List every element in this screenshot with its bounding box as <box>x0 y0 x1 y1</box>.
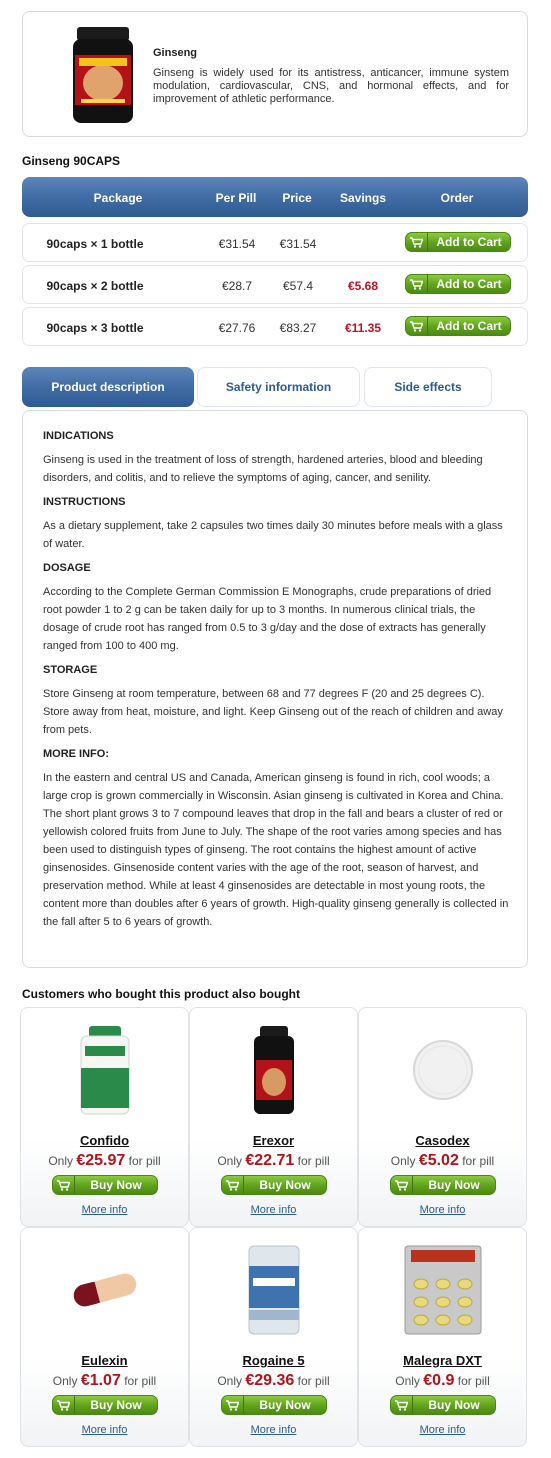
per-pill-price: €28.7 <box>221 279 253 293</box>
buy-now-label: Buy Now <box>428 1178 480 1192</box>
cart-icon <box>222 1396 244 1414</box>
product-image <box>21 1244 188 1336</box>
column-savings: Savings <box>339 191 387 205</box>
tab-safety-information[interactable]: Safety information <box>197 367 360 407</box>
section-heading-dosage: DOSAGE <box>43 562 91 574</box>
buy-now-button[interactable] <box>390 1395 496 1415</box>
cart-icon <box>53 1396 75 1414</box>
price-prefix: Only <box>395 1374 420 1388</box>
related-product-card <box>20 1227 189 1447</box>
add-to-cart-button[interactable] <box>405 232 511 252</box>
price-prefix: Only <box>217 1374 243 1388</box>
package-name: 90caps × 2 bottle <box>46 279 144 293</box>
add-to-cart-label: Add to Cart <box>436 277 502 291</box>
price-value: €22.71 <box>245 1152 295 1169</box>
cart-icon <box>391 1396 413 1414</box>
add-to-cart-label: Add to Cart <box>436 235 502 249</box>
price-suffix: for pill <box>297 1154 330 1168</box>
package-heading: Ginseng 90CAPS <box>22 154 121 168</box>
column-price: Price <box>282 191 312 205</box>
add-to-cart-button[interactable] <box>405 274 511 294</box>
buy-now-label: Buy Now <box>259 1178 311 1192</box>
product-summary: Ginseng is widely used for its antistress, anticancer, immune system modulation, cardiovascular, CNS, and hormonal effects, and for improvement of athletic performance. <box>153 67 509 105</box>
buy-now-label: Buy Now <box>259 1398 311 1412</box>
product-image <box>190 1244 357 1336</box>
product-price <box>190 1372 357 1390</box>
add-to-cart-label: Add to Cart <box>436 319 502 333</box>
cart-icon <box>406 275 428 293</box>
more-info-link[interactable]: More info <box>419 1204 466 1216</box>
product-image <box>359 1024 526 1116</box>
section-heading-instructions: INSTRUCTIONS <box>43 496 126 508</box>
product-name-link[interactable]: Eulexin <box>81 1353 128 1368</box>
price-suffix: for pill <box>297 1374 330 1388</box>
product-image <box>359 1244 526 1336</box>
cart-icon <box>406 317 428 335</box>
product-name-link[interactable]: Confido <box>79 1133 130 1148</box>
section-text-instructions: As a dietary supplement, take 2 capsules two times daily 30 minutes before meals with a glass of water. <box>43 520 503 550</box>
product-image <box>67 25 139 125</box>
price-suffix: for pill <box>462 1154 495 1168</box>
section-text-dosage: According to the Complete German Commission E Monographs, crude preparations of dried root powder 1 to 2 g can be taken daily for up to 3 months. In numerous clinical trials, the dosage of crude root has ranged from 0.5 to 3 g/day and the dose of extracts has generally ranged from 100 to 400 mg. <box>43 586 492 652</box>
more-info-link[interactable]: More info <box>81 1204 128 1216</box>
savings-amount: €11.35 <box>344 321 382 335</box>
section-heading-more-info: MORE INFO: <box>43 748 109 760</box>
price-suffix: for pill <box>124 1374 157 1388</box>
price-row <box>22 223 528 262</box>
buy-now-label: Buy Now <box>90 1398 142 1412</box>
related-product-card <box>189 1007 358 1227</box>
buy-now-button[interactable] <box>221 1175 327 1195</box>
price-value: €5.02 <box>418 1152 459 1169</box>
related-product-card <box>20 1007 189 1227</box>
more-info-link[interactable]: More info <box>250 1424 297 1436</box>
price-prefix: Only <box>217 1154 243 1168</box>
product-price <box>359 1372 526 1390</box>
section-text-more-info: In the eastern and central US and Canada, American ginseng is found in rich, cool woods; a large crop is grown commercially in Wisconsin. Asian ginseng is cultivated in Korea and China. The short plant grows 3 to 7 compound leaves that drop in the fall and bears a cluster of red or yellowish colored fruits from June to July. The shape of the root varies among species and has been used to distinguish types of ginseng. The root contains the highest amount of active ginsenosides. Ginsenoside content varies with the age of the root, season of harvest, and preservation method. While at least 4 ginsenosides are detectable in most young roots, the content more than doubles after 6 years of growth. High-quality ginseng generally is collected in the fall after 5 to 6 years of growth. <box>43 772 509 928</box>
savings-amount: €5.68 <box>347 279 379 293</box>
cart-icon <box>406 233 428 251</box>
price-value: €1.07 <box>80 1372 121 1389</box>
product-name-link[interactable]: Malegra DXT <box>403 1353 482 1368</box>
price-value: €0.9 <box>423 1372 455 1389</box>
package-name: 90caps × 1 bottle <box>46 237 144 251</box>
product-image <box>190 1024 357 1116</box>
total-price: €57.4 <box>282 279 314 293</box>
per-pill-price: €31.54 <box>218 237 256 251</box>
buy-now-button[interactable] <box>390 1175 496 1195</box>
related-product-card <box>358 1227 527 1447</box>
buy-now-label: Buy Now <box>90 1178 142 1192</box>
related-product-card <box>358 1007 527 1227</box>
more-info-link[interactable]: More info <box>250 1204 297 1216</box>
related-product-card <box>189 1227 358 1447</box>
buy-now-button[interactable] <box>221 1395 327 1415</box>
price-row <box>22 265 528 304</box>
product-name-link[interactable]: Erexor <box>252 1133 295 1148</box>
cart-icon <box>53 1176 75 1194</box>
price-suffix: for pill <box>128 1154 161 1168</box>
tab-side-effects[interactable]: Side effects <box>364 367 492 407</box>
product-price <box>359 1152 526 1170</box>
price-prefix: Only <box>390 1154 416 1168</box>
product-header-card <box>22 11 528 137</box>
product-price <box>21 1152 188 1170</box>
product-price <box>190 1152 357 1170</box>
total-price: €31.54 <box>279 237 317 251</box>
price-table-header <box>22 177 528 217</box>
price-prefix: Only <box>48 1154 74 1168</box>
price-value: €25.97 <box>76 1152 126 1169</box>
price-prefix: Only <box>52 1374 78 1388</box>
cart-icon <box>222 1176 244 1194</box>
cart-icon <box>391 1176 413 1194</box>
product-title: Ginseng <box>153 47 198 59</box>
price-row <box>22 307 528 346</box>
product-price <box>21 1372 188 1390</box>
description-panel <box>22 410 528 968</box>
section-text-indications: Ginseng is used in the treatment of loss of strength, hardened arteries, blood and bleeding disorders, and colitis, and to relieve the symptoms of aging, cancer, and senility. <box>43 454 483 484</box>
total-price: €83.27 <box>279 321 317 335</box>
section-heading-storage: STORAGE <box>43 664 98 676</box>
buy-now-button[interactable] <box>52 1175 158 1195</box>
related-products-heading: Customers who bought this product also bought <box>22 987 300 1001</box>
section-heading-indications: INDICATIONS <box>43 430 114 442</box>
buy-now-label: Buy Now <box>428 1398 480 1412</box>
more-info-link[interactable]: More info <box>81 1424 128 1436</box>
product-image <box>21 1024 188 1116</box>
column-per-pill: Per Pill <box>215 191 257 205</box>
product-name-link[interactable]: Rogaine 5 <box>242 1353 305 1368</box>
add-to-cart-button[interactable] <box>405 316 511 336</box>
tab-product-description[interactable]: Product description <box>22 367 194 407</box>
price-suffix: for pill <box>457 1374 490 1388</box>
buy-now-button[interactable] <box>52 1395 158 1415</box>
per-pill-price: €27.76 <box>218 321 256 335</box>
section-text-storage: Store Ginseng at room temperature, between 68 and 77 degrees F (20 and 25 degrees C). Store away from heat, moisture, and light. Keep Ginseng out of the reach of children and away from pets. <box>43 688 503 736</box>
package-name: 90caps × 3 bottle <box>46 321 144 335</box>
column-package: Package <box>93 191 143 205</box>
product-name-link[interactable]: Casodex <box>415 1133 470 1148</box>
price-value: €29.36 <box>245 1372 295 1389</box>
column-order: Order <box>440 191 474 205</box>
more-info-link[interactable]: More info <box>419 1424 466 1436</box>
